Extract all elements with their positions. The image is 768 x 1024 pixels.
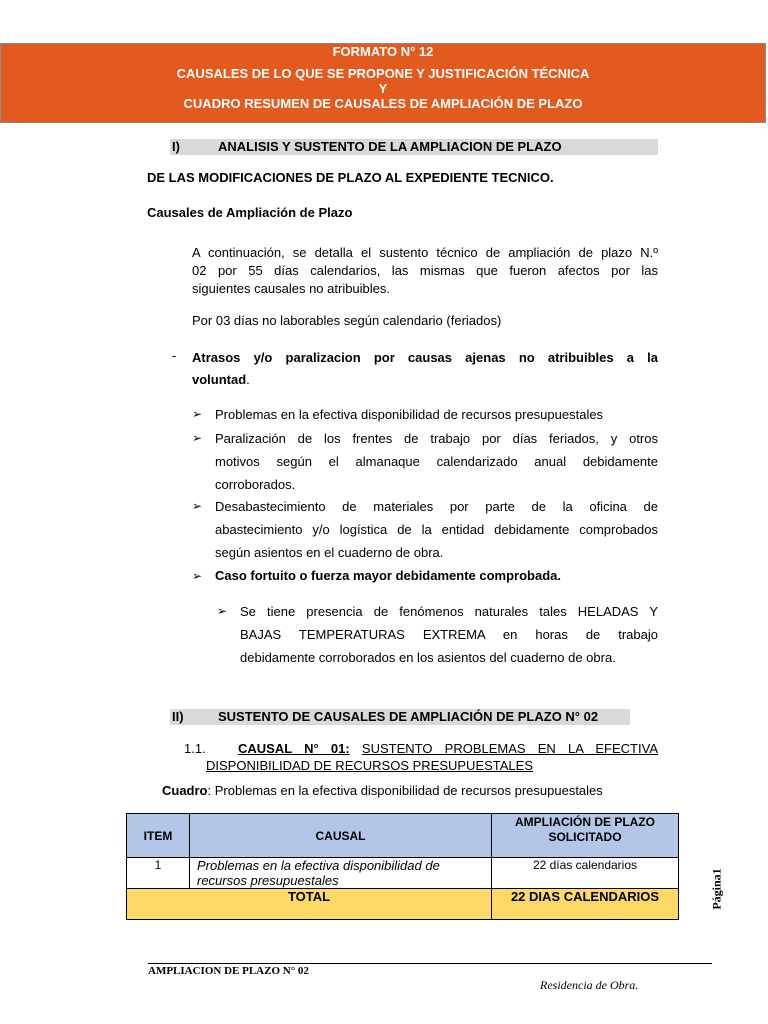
cell-causal-line: Problemas en la efectiva disponibilidad de [197, 858, 440, 873]
dash-bullet-tail: . [246, 372, 250, 387]
bullet-line: Problemas en la efectiva disponibilidad de recursos presupuestales [215, 407, 604, 422]
format-title-conjunction: Y [378, 81, 388, 96]
intro-paragraph [192, 244, 658, 298]
causal-label: CAUSAL N° 01: [238, 741, 350, 756]
page-number-label [708, 866, 726, 912]
table-header-row [127, 814, 679, 858]
footer-right-text: Residencia de Obra. [540, 978, 639, 992]
format-title: CAUSALES DE LO QUE SE PROPONE Y JUSTIFICACIÓN TÉCNICA [176, 66, 590, 81]
cuadro-table [126, 813, 679, 920]
bullet-line: Desabastecimiento de materiales por parte de la oficina de [215, 499, 658, 514]
arrow-bullet-icon: ➢ [192, 499, 203, 513]
table-total-row [127, 889, 679, 920]
format-subtitle: CUADRO RESUMEN DE CAUSALES DE AMPLIACIÓN DE PLAZO [183, 96, 583, 111]
cuadro-caption [162, 783, 603, 799]
intro-line: A continuación, se detalla el sustento técnico de ampliación de plazo N.º [192, 245, 658, 260]
footer-divider [148, 963, 712, 964]
intro-line: 02 por 55 días calendarios, las mismas que fueron afectos por las [192, 263, 658, 278]
header-ampliacion-line: AMPLIACIÓN DE PLAZO [515, 815, 655, 829]
causal-text-2: DISPONIBILIDAD DE RECURSOS PRESUPUESTALES [206, 758, 534, 773]
arrow-bullet-icon: ➢ [192, 431, 203, 445]
bullet-2 [215, 427, 658, 496]
header-causal: CAUSAL [190, 814, 492, 858]
causal-heading-line-1 [206, 740, 658, 757]
feriados-line: Por 03 días no laborables según calendario (feriados) [192, 313, 502, 328]
dash-bullet [192, 347, 658, 391]
sub-bullet-line: Se tiene presencia de fenómenos naturales tales HELADAS Y [240, 604, 658, 619]
dash-bullet-line-2 [192, 369, 658, 391]
total-label: TOTAL [127, 889, 492, 920]
bullet-line: Paralización de los frentes de trabajo por días feriados, y otros [215, 431, 658, 446]
sub-bullet-line: debidamente corroborados en los asientos del cuaderno de obra. [240, 650, 616, 665]
total-value: 22 DIAS CALENDARIOS [492, 889, 679, 920]
section-2-number: II) [172, 709, 184, 724]
bullet-line: abastecimiento y/o logística de la entidad debidamente comprobados [215, 522, 658, 537]
causal-text-1: SUSTENTO PROBLEMAS EN LA EFECTIVA [361, 741, 658, 756]
section-1-title: ANALISIS Y SUSTENTO DE LA AMPLIACION DE PLAZO [218, 139, 562, 154]
cell-causal [190, 858, 492, 889]
page-number-text: Página1 [709, 868, 724, 910]
causales-heading: Causales de Ampliación de Plazo [147, 205, 353, 220]
arrow-bullet-icon: ➢ [217, 604, 228, 618]
arrow-bullet-icon: ➢ [192, 407, 203, 421]
sub-bullet [240, 600, 658, 669]
bullet-3 [215, 495, 658, 564]
bullet-line: según asientos en el cuaderno de obra. [215, 545, 444, 560]
cell-causal-line: recursos presupuestales [197, 873, 339, 888]
dash-marker: - [172, 348, 177, 363]
section-1-subtitle: DE LAS MODIFICACIONES DE PLAZO AL EXPEDIENTE TECNICO. [147, 170, 554, 185]
cuadro-caption-text: : Problemas en la efectiva disponibilidad de recursos presupuestales [207, 783, 603, 798]
section-1-heading [170, 139, 658, 155]
footer-left-text: AMPLIACION DE PLAZO N° 02 [148, 965, 309, 977]
section-2-title: SUSTENTO DE CAUSALES DE AMPLIACIÓN DE PLAZO N° 02 [218, 709, 599, 724]
causal-heading [206, 740, 658, 774]
bullet-1 [215, 404, 658, 426]
causal-number: 1.1. [184, 741, 206, 756]
dash-bullet-line: Atrasos y/o paralizacion por causas ajenas no atribuibles a la [192, 350, 658, 365]
format-header [0, 43, 766, 123]
header-ampliacion-line: SOLICITADO [548, 830, 622, 844]
header-ampliacion [492, 814, 679, 858]
cell-dias: 22 días calendarios [492, 858, 679, 889]
table-row [127, 858, 679, 889]
cuadro-label: Cuadro [162, 783, 208, 798]
cell-item: 1 [127, 858, 190, 889]
arrow-bullet-icon: ➢ [192, 569, 203, 583]
section-2-heading [170, 709, 630, 725]
intro-line: siguientes causales no atribuibles. [192, 281, 391, 296]
bullet-line: corroborados. [215, 477, 296, 492]
header-item: ITEM [127, 814, 190, 858]
dash-bullet-bold: voluntad [192, 372, 247, 387]
bullet-4: Caso fortuito o fuerza mayor debidamente comprobada. [215, 568, 561, 583]
sub-bullet-line: BAJAS TEMPERATURAS EXTREMA en horas de trabajo [240, 627, 658, 642]
section-1-number: I) [172, 139, 180, 154]
format-number: FORMATO N° 12 [332, 44, 434, 59]
bullet-line: motivos según el almanaque calendarizado anual debidamente [215, 454, 658, 469]
